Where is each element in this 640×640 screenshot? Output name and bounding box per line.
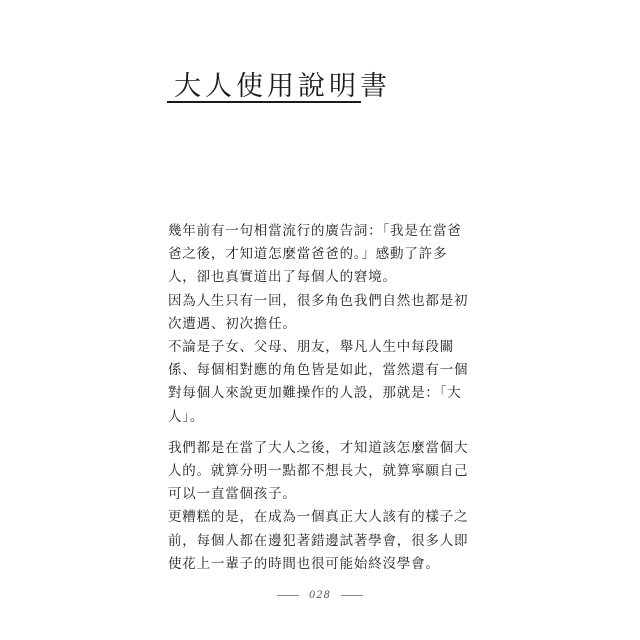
paragraph-spacer: [168, 429, 473, 437]
paragraph-2: 因為人生只有一回，很多角色我們自然也都是初次遭遇、初次擔任。: [168, 292, 469, 332]
paragraph-3: 不論是子女、父母、朋友，舉凡人生中每段關係、每個相對應的角色皆是如此，當然還有一個對每個人來說更加難操作的人設，那就是：「大人」。: [168, 339, 469, 425]
footer-rule-right: [341, 595, 363, 596]
footer-rule-left: [277, 595, 299, 596]
page-title: 大人使用說明書: [174, 71, 391, 102]
page-number: 028: [308, 590, 332, 601]
page-footer: [0, 590, 640, 601]
paragraph-5: 更糟糕的是，在成為一個真正大人該有的樣子之前，每個人都在邊犯著錯邊試著學會，很多人即使花上一輩子的時間也很可能始終沒學會。: [168, 509, 469, 572]
title-underline: [167, 101, 361, 103]
body-text: [168, 220, 473, 576]
paragraph-1: 幾年前有一句相當流行的廣告詞：「我是在當爸爸之後，才知道怎麼當爸爸的。」感動了許多人，卻也真實道出了每個人的窘境。: [168, 223, 462, 286]
paragraph-4: 我們都是在當了大人之後，才知道該怎麼當個大人的。就算分明一點都不想長大，就算寧願自己可以一直當個孩子。: [168, 439, 469, 503]
